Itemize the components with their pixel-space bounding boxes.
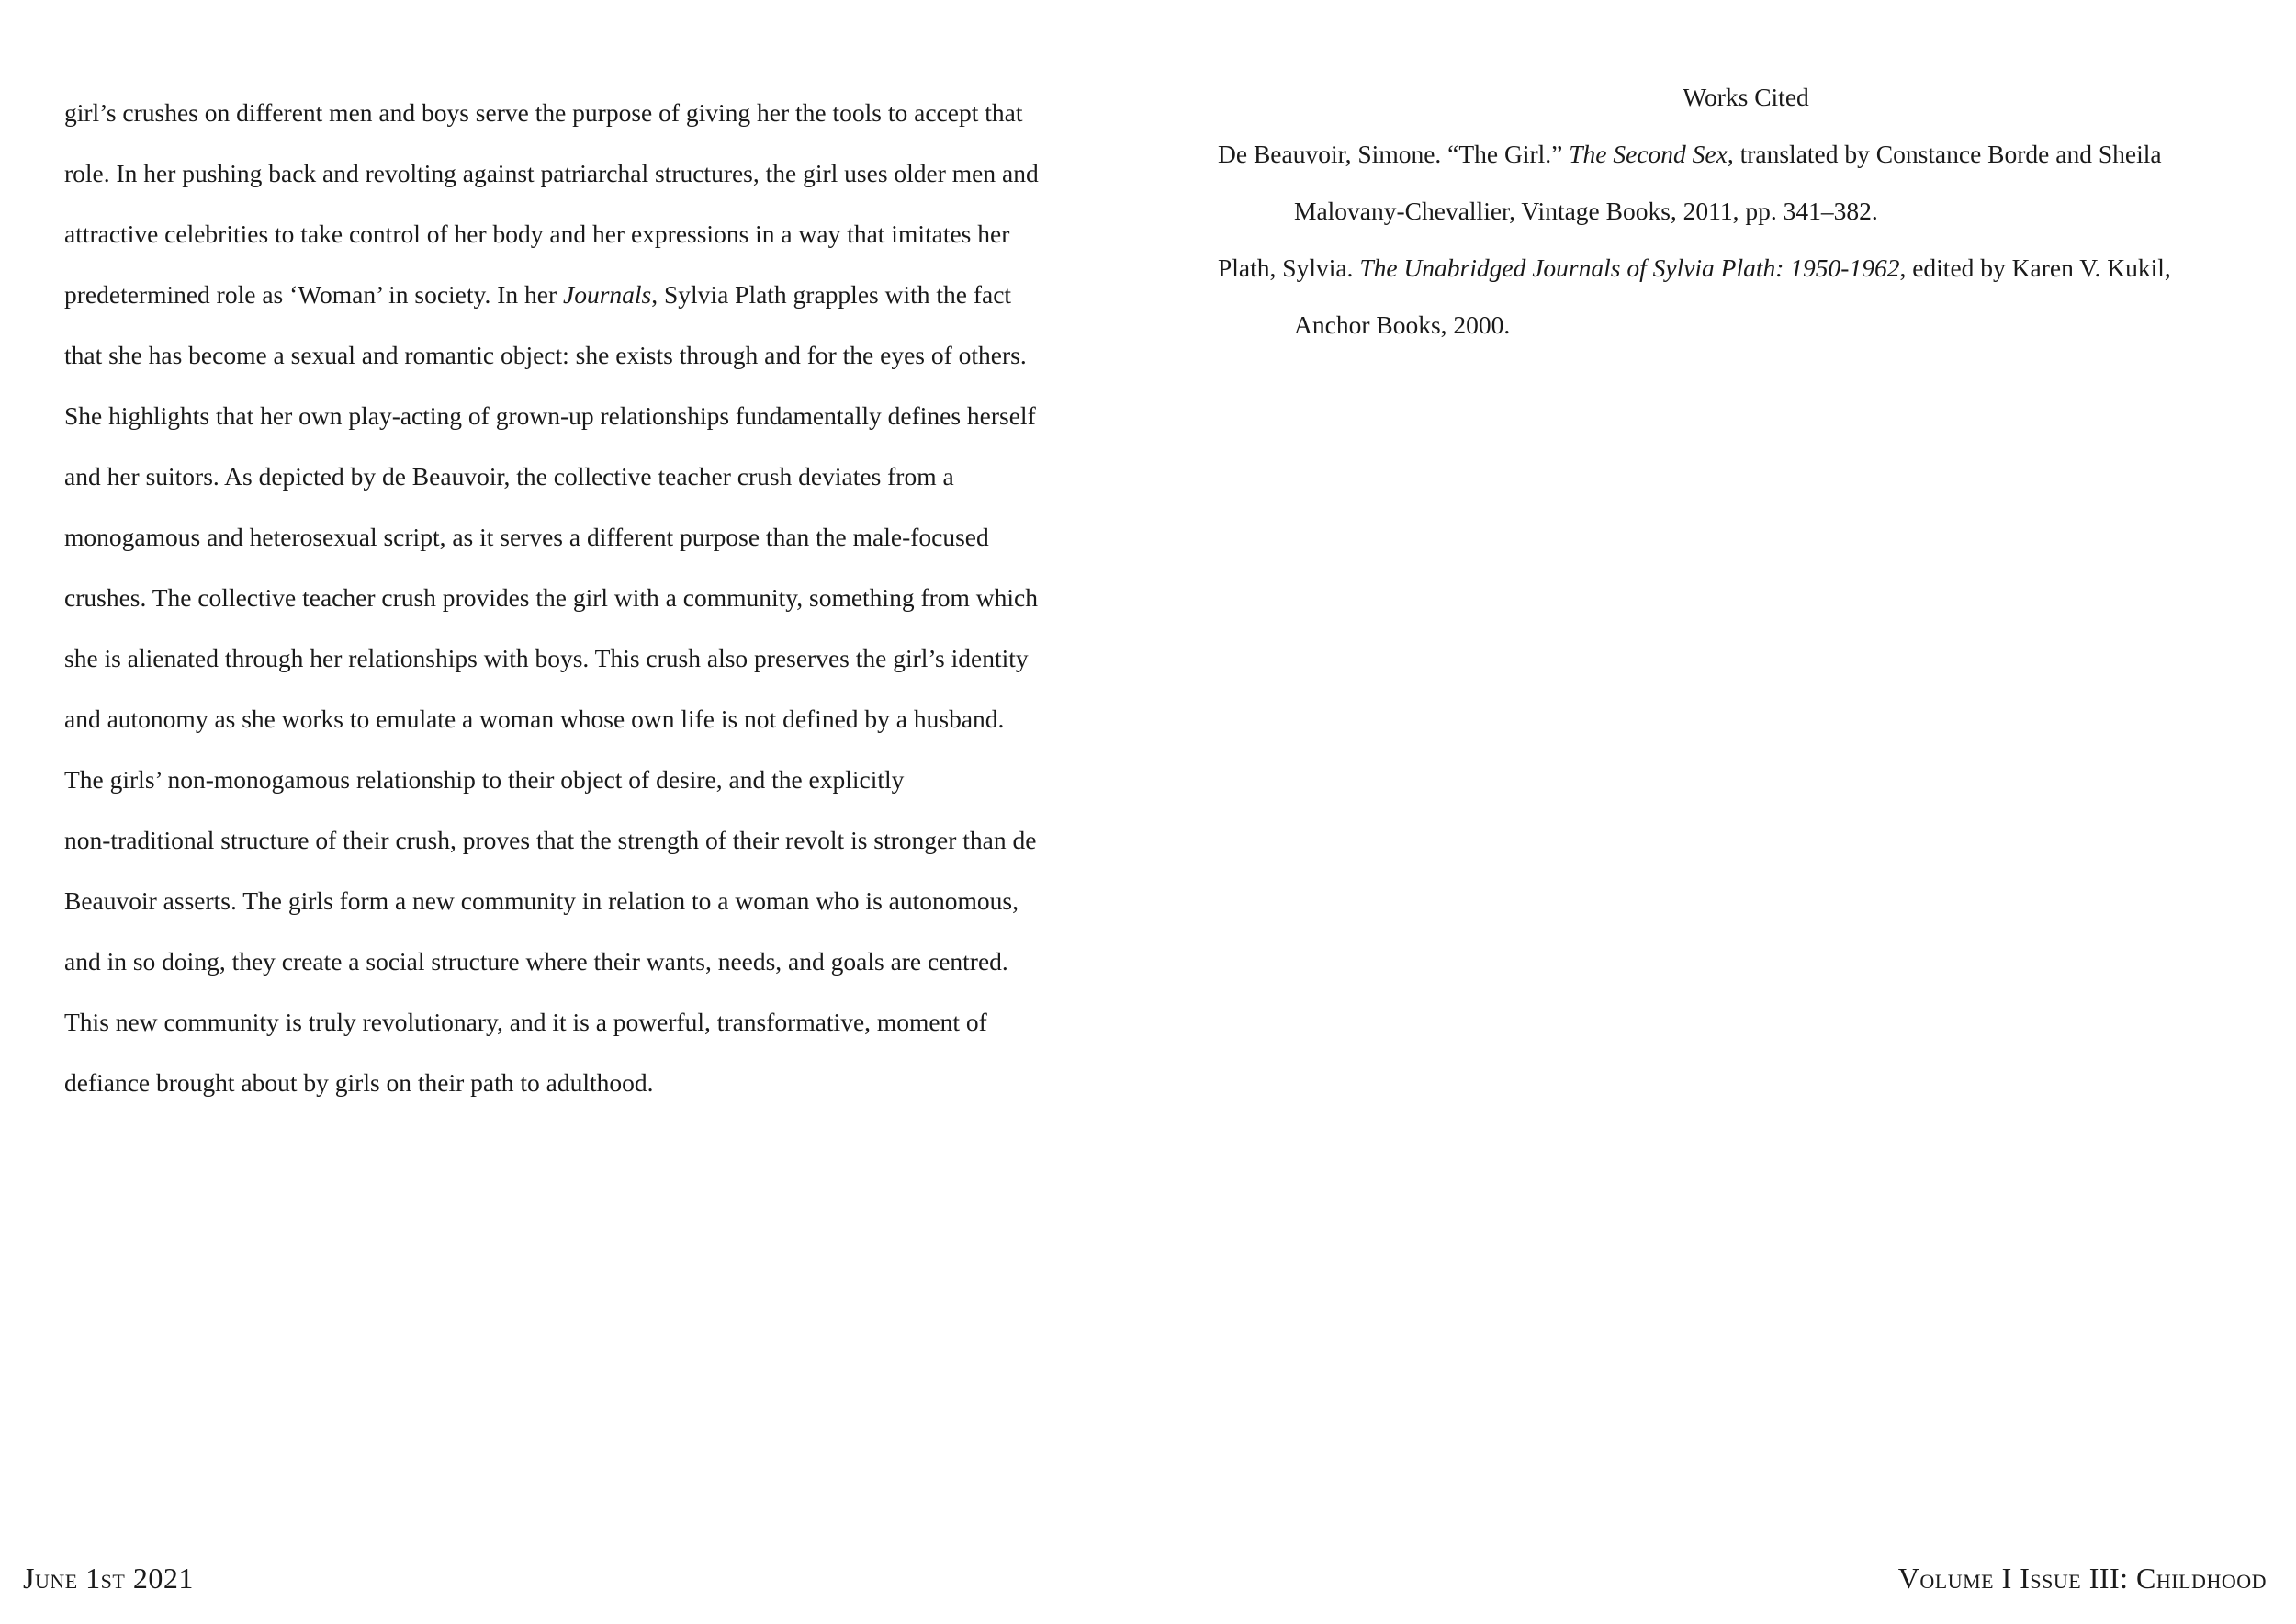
footer-issue: Volume I Issue III: Childhood <box>1897 1562 2267 1595</box>
works-cited-heading: Works Cited <box>1683 83 1809 111</box>
works-cited-section <box>1218 78 2246 344</box>
citation-details: , translated by Constance Borde and Sheila <box>1727 140 2162 168</box>
citation-continuation: Anchor Books, 2000. <box>1294 310 1511 339</box>
body-line: defiance brought about by girls on their path to adulthood. <box>64 1068 654 1097</box>
citation-author: Plath, Sylvia. <box>1218 254 1360 282</box>
citation-entry <box>1218 135 2246 231</box>
body-line-text: , Sylvia Plath grapples with the fact <box>651 280 1012 309</box>
body-line: Beauvoir asserts. The girls form a new community in relation to a woman who is autonomous, <box>64 886 1019 915</box>
body-line: and autonomy as she works to emulate a woman whose own life is not defined by a husband. <box>64 705 1005 733</box>
body-line: attractive celebrities to take control of her body and her expressions in a way that imitates her <box>64 220 1010 248</box>
body-line: non-traditional structure of their crush, proves that the strength of their revolt is stronger than de <box>64 826 1037 854</box>
body-line: monogamous and heterosexual script, as it serves a different purpose than the male-focused <box>64 523 989 551</box>
essay-body <box>64 83 1097 1113</box>
body-line: crushes. The collective teacher crush provides the girl with a community, something from which <box>64 583 1038 612</box>
body-line: and in so doing, they create a social structure where their wants, needs, and goals are centred. <box>64 947 1008 976</box>
citation-line <box>1218 249 2246 288</box>
footer-date: June 1st 2021 <box>23 1562 194 1595</box>
citation-line <box>1218 135 2246 174</box>
citation-details: , edited by Karen V. Kukil, <box>1899 254 2171 282</box>
body-line-text: predetermined role as ‘Woman’ in society. In her <box>64 280 563 309</box>
citation-continuation: Malovany-Chevallier, Vintage Books, 2011, pp. 341–382. <box>1294 197 1878 225</box>
citation-work-title: The Second Sex <box>1569 140 1728 168</box>
body-line: This new community is truly revolutionary, and it is a powerful, transformative, moment of <box>64 1008 987 1036</box>
citation-author: De Beauvoir, Simone. “The Girl.” <box>1218 140 1570 168</box>
body-line <box>64 265 1097 325</box>
body-line: that she has become a sexual and romantic object: she exists through and for the eyes of others. <box>64 341 1027 369</box>
body-line: She highlights that her own play-acting of grown-up relationships fundamentally defines herself <box>64 401 1036 430</box>
body-line: girl’s crushes on different men and boys serve the purpose of giving her the tools to accept that <box>64 98 1023 127</box>
body-line: she is alienated through her relationships with boys. This crush also preserves the girl’s identity <box>64 644 1029 672</box>
journals-title: Journals <box>563 280 652 309</box>
body-line: The girls’ non-monogamous relationship to their object of desire, and the explicitly <box>64 765 905 794</box>
body-line: role. In her pushing back and revolting against patriarchal structures, the girl uses older men and <box>64 159 1039 187</box>
citation-entry <box>1218 249 2246 344</box>
body-line: and her suitors. As depicted by de Beauvoir, the collective teacher crush deviates from a <box>64 462 954 491</box>
citation-work-title: The Unabridged Journals of Sylvia Plath: 1950-1962 <box>1359 254 1900 282</box>
